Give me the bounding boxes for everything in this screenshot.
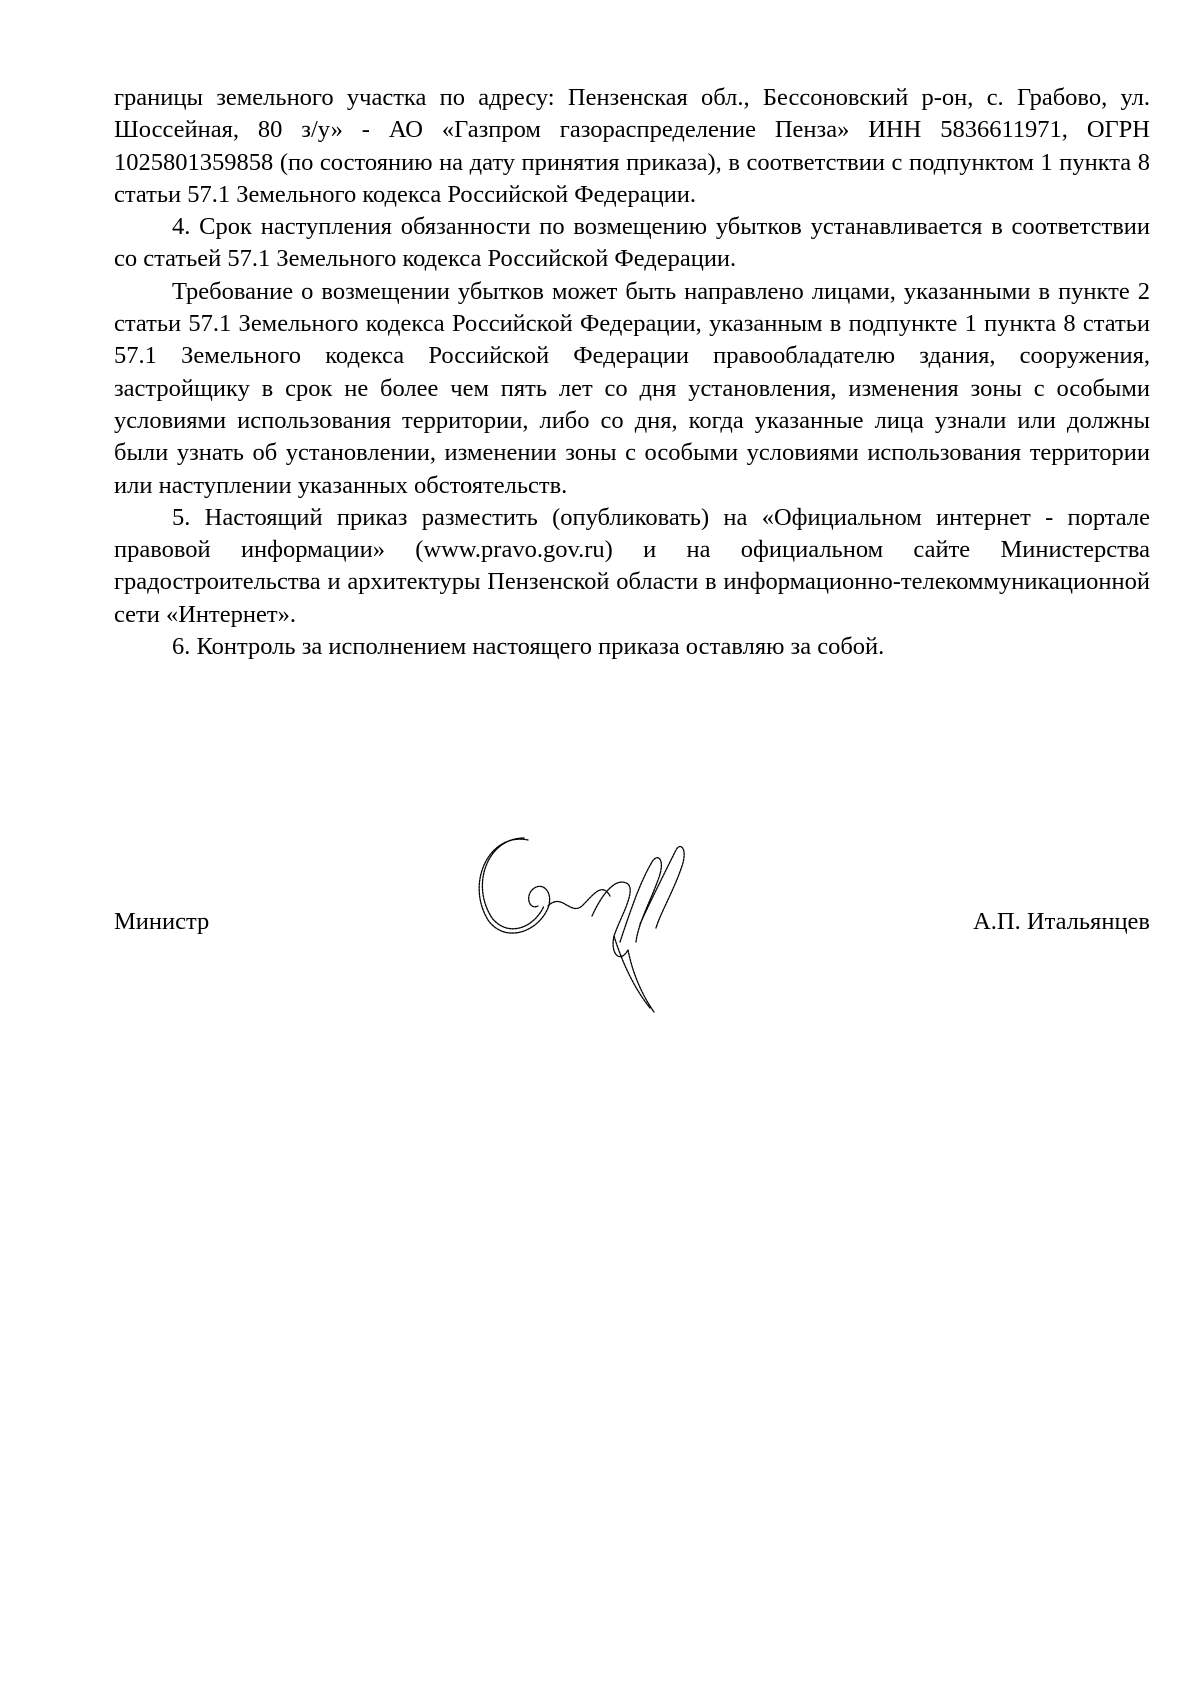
paragraph-item-4: 4. Срок наступления обязанности по возмещению убытков устанавливается в соответствии со статьей 57.1 Земельного кодекса Российской Федерации. (114, 213, 1150, 273)
handwritten-signature (470, 832, 730, 1022)
signatory-title: Министр (114, 908, 210, 935)
signatory-name: А.П. Итальянцев (973, 908, 1150, 935)
paragraph-compensation-claim: Требование о возмещении убытков может быть направлено лицами, указанными в пункте 2 статьи 57.1 Земельного кодекса Российской Федерации, указанным в подпункте 1 пункта 8 статьи 57.1 Земельного кодекса Российской Федерации правообладателю здания, сооружения, застройщику в срок не более чем пять лет со дня установления, изменения зоны с особыми условиями использования территории, либо со дня, когда указанные лица узнали или должны были узнать об установлении, изменении зоны с особыми условиями использования территории или наступлении указанных обстоятельств. (114, 277, 1150, 499)
paragraph-item-6: 6. Контроль за исполнением настоящего приказа оставляю за собой. (172, 633, 885, 661)
paragraph-address: границы земельного участка по адресу: Пензенская обл., Бессоновский р-он, с. Грабово, ул. Шоссейная, 80 з/у» - АО «Газпром газораспределение Пенза» ИНН 5836611971, ОГРН 1025801359858 (по состоянию на дату принятия приказа), в соответствии с подпунктом 1 пункта 8 статьи 57.1 Земельного кодекса Российской Федерации. (114, 84, 1150, 208)
document-body (114, 82, 1150, 663)
paragraph-item-5: 5. Настоящий приказ разместить (опубликовать) на «Официальном интернет - портале правовой информации» (www.pravo.gov.ru) и на официальном сайте Министерства градостроительства и архитектуры Пензенской области в информационно-телекоммуникационной сети «Интернет». (114, 503, 1150, 628)
